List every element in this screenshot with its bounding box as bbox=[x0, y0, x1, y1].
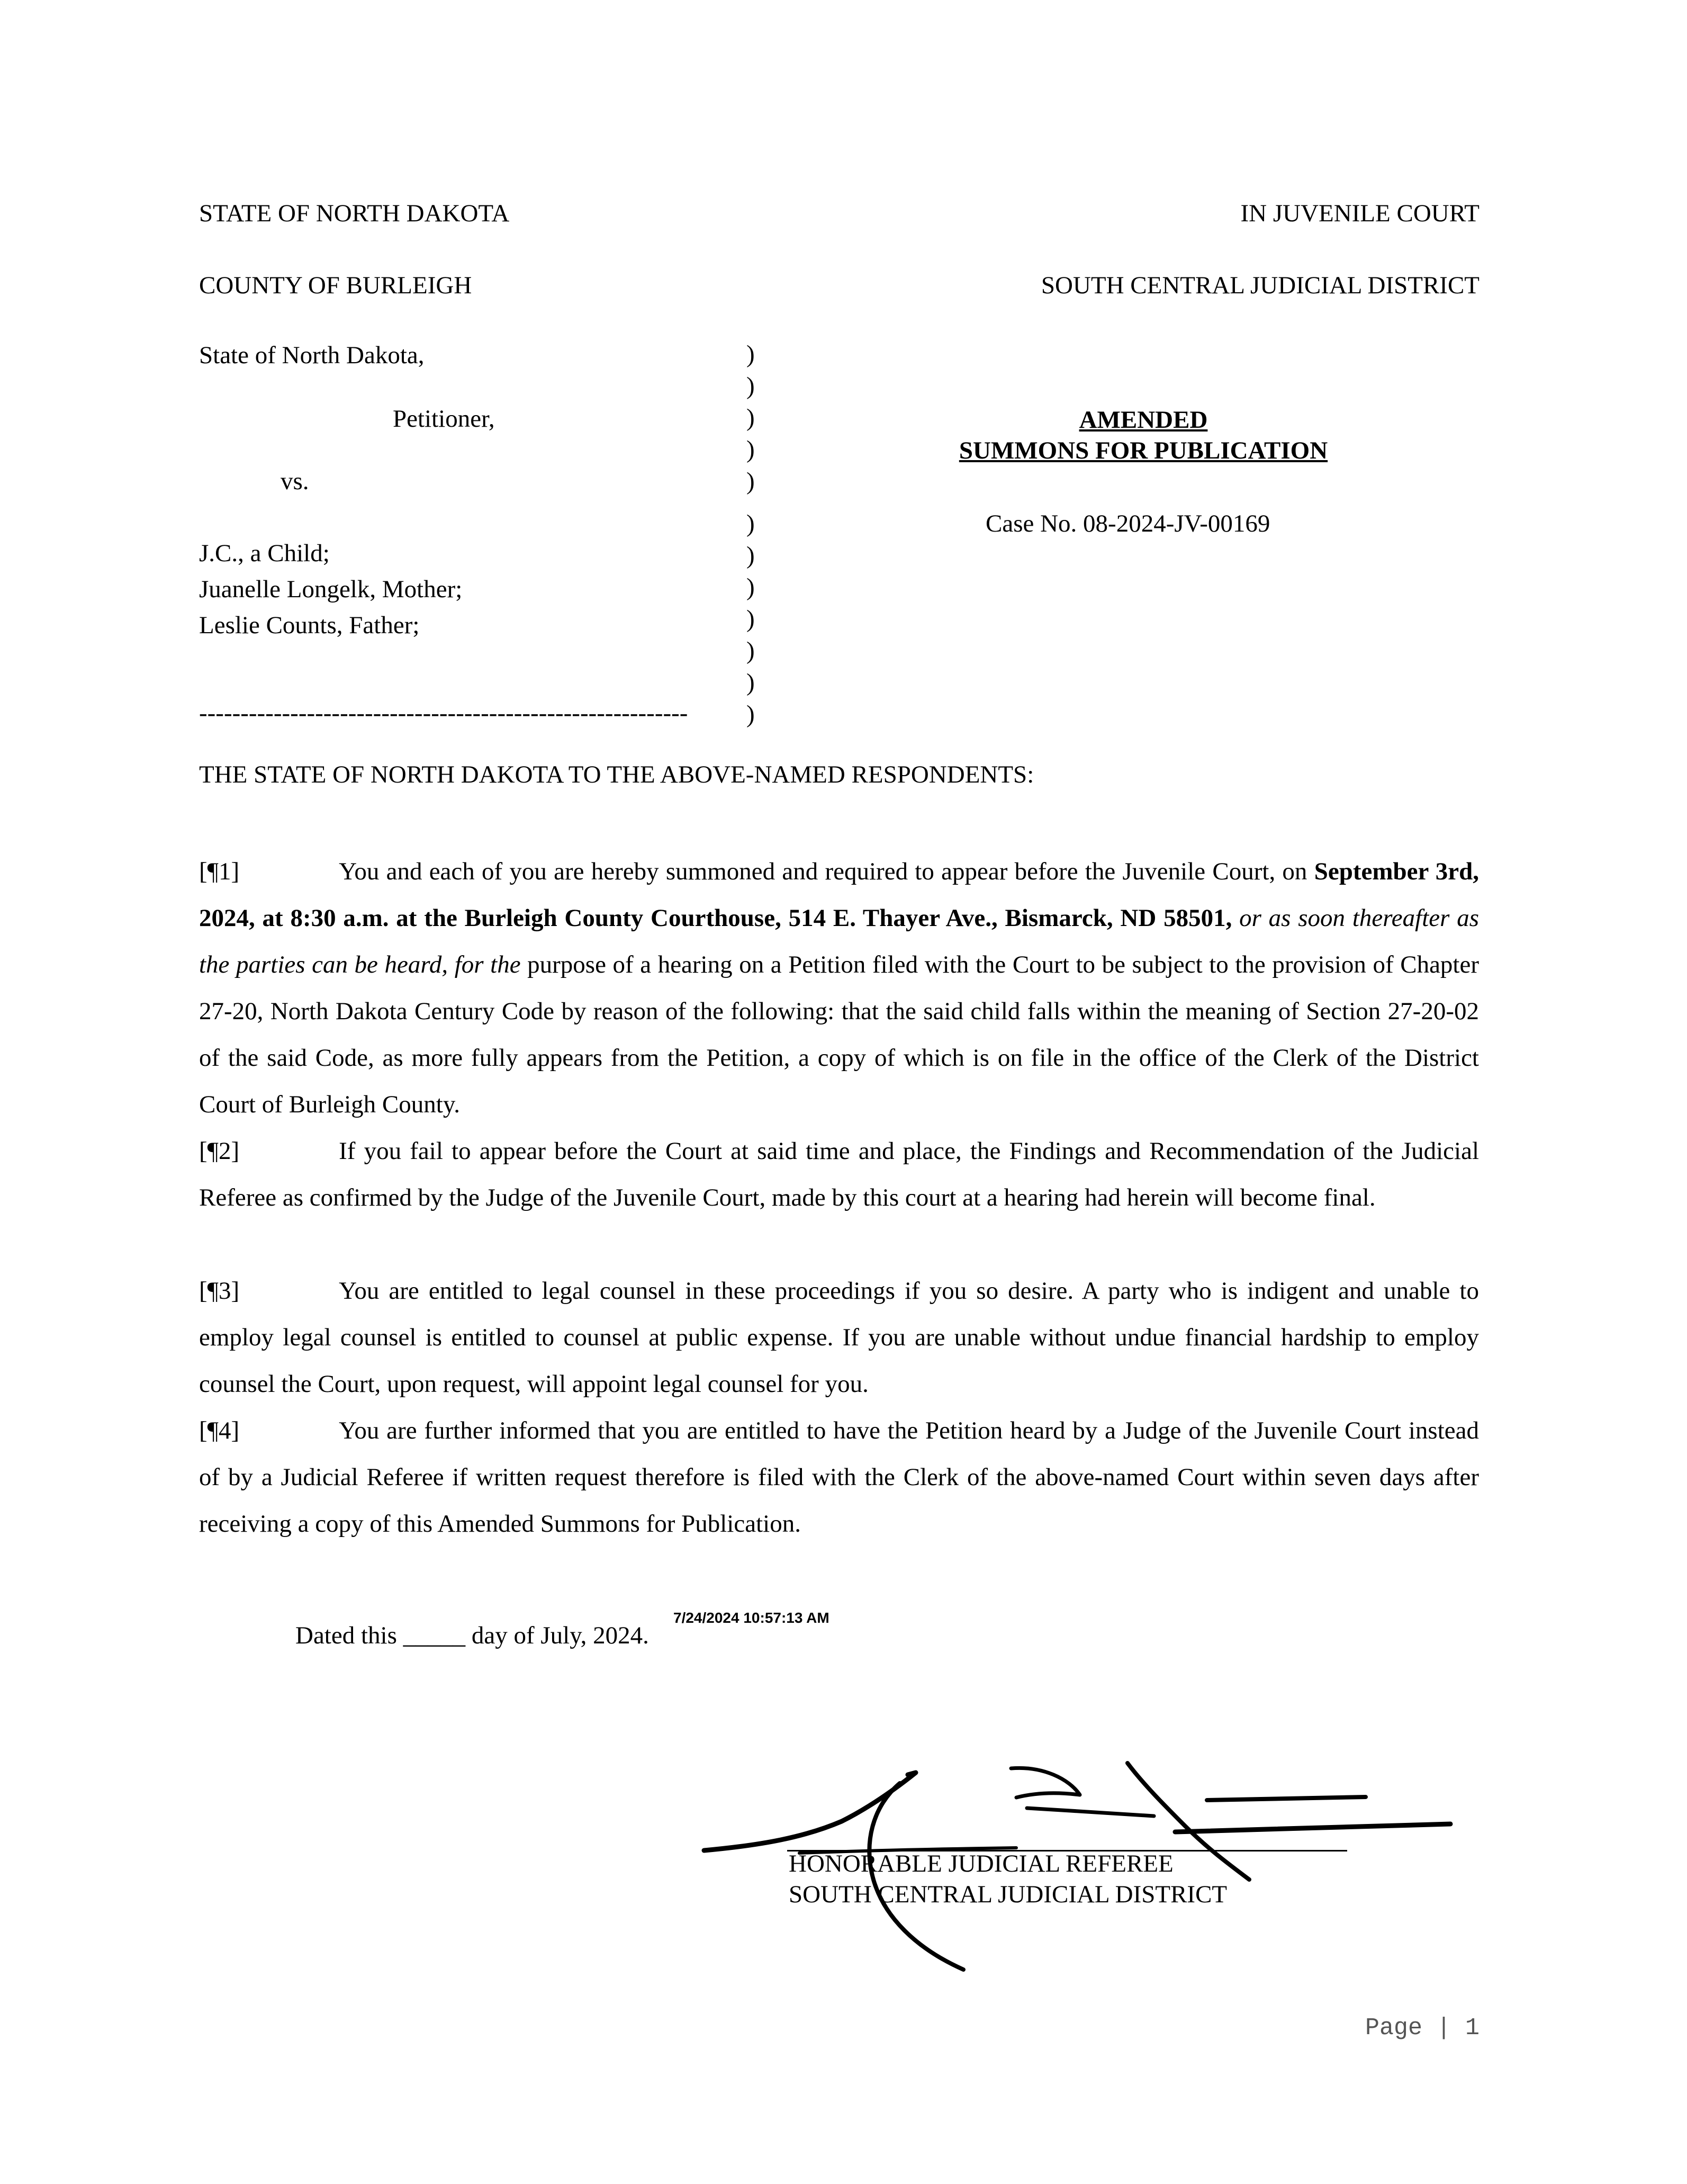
paragraph-text: You are entitled to legal counsel in these proceedings if you so desire. A party who is indigent and unable to employ legal counsel is entitled to counsel at public expense. If you are unable without undue financial hardship to employ counsel the Court, upon request, will appoint legal counsel for you. bbox=[199, 1277, 1479, 1398]
paragraph-number: [¶4] bbox=[199, 1417, 240, 1444]
paragraph-text: purpose of a hearing on a Petition filed with the Court to be subject to the provision of Chapter 27-20, North Dakota Century Code by reason of the following: that the said child falls within the meaning of Section 27-20-02 of the said Code, as more fully appears from the Petition, a copy of which is on file in the office of the Clerk of the District Court of Burleigh County. bbox=[199, 951, 1479, 1118]
document-title-summons: SUMMONS FOR PUBLICATION bbox=[959, 437, 1328, 464]
paragraph-3 bbox=[199, 1268, 1479, 1407]
paren: ) bbox=[746, 404, 755, 432]
respondent-father: Leslie Counts, Father; bbox=[199, 612, 420, 639]
paren: ) bbox=[746, 510, 755, 537]
paragraph-number: [¶1] bbox=[199, 858, 240, 885]
court-heading: IN JUVENILE COURT bbox=[1240, 200, 1479, 227]
paren: ) bbox=[746, 700, 755, 728]
paragraph-text: You and each of you are hereby summoned and required to appear before the Juvenile Court, on bbox=[339, 858, 1314, 885]
signature-timestamp: 7/24/2024 10:57:13 AM bbox=[673, 1610, 829, 1626]
paragraph-4 bbox=[199, 1407, 1479, 1547]
paren: ) bbox=[746, 340, 755, 368]
paragraph-number: [¶2] bbox=[199, 1137, 240, 1165]
paragraph-2 bbox=[199, 1128, 1479, 1221]
state-heading: STATE OF NORTH DAKOTA bbox=[199, 200, 510, 227]
versus-label: vs. bbox=[281, 468, 309, 495]
county-heading: COUNTY OF BURLEIGH bbox=[199, 272, 472, 299]
paragraph-text: If you fail to appear before the Court at said time and place, the Findings and Recommendation of the Judicial Referee as confirmed by the Judge of the Juvenile Court, made by this court at a hearing had herein will become final. bbox=[199, 1137, 1479, 1211]
respondent-mother: Juanelle Longelk, Mother; bbox=[199, 576, 463, 603]
paragraph-italic-text: or as soon thereafter as the parties can be heard, for the bbox=[199, 904, 1479, 978]
paren: ) bbox=[746, 573, 755, 601]
address-line: THE STATE OF NORTH DAKOTA TO THE ABOVE-NAMED RESPONDENTS: bbox=[199, 761, 1034, 788]
plaintiff-name: State of North Dakota, bbox=[199, 341, 425, 369]
paren: ) bbox=[746, 605, 755, 633]
paragraph-1 bbox=[199, 848, 1479, 1128]
paragraph-number: [¶3] bbox=[199, 1277, 240, 1305]
paren: ) bbox=[746, 669, 755, 696]
signatory-title: HONORABLE JUDICIAL REFEREE bbox=[789, 1850, 1174, 1877]
caption-dashes: ----------------------------------------------------------- bbox=[199, 699, 688, 727]
dated-line: Dated this _____ day of July, 2024. bbox=[295, 1622, 649, 1649]
paren: ) bbox=[746, 637, 755, 664]
paren: ) bbox=[746, 468, 755, 495]
page-number: Page | 1 bbox=[1365, 2015, 1479, 2042]
signatory-district: SOUTH CENTRAL JUDICIAL DISTRICT bbox=[789, 1881, 1228, 1908]
paren: ) bbox=[746, 436, 755, 463]
paren: ) bbox=[746, 372, 755, 400]
respondent-child: J.C., a Child; bbox=[199, 540, 330, 567]
hearing-details: September 3rd, 2024, at 8:30 a.m. at the Burleigh County Courthouse, 514 E. Thayer Ave., Bismarck, ND 58501, bbox=[199, 858, 1479, 932]
paren: ) bbox=[746, 542, 755, 569]
district-heading: SOUTH CENTRAL JUDICIAL DISTRICT bbox=[1041, 272, 1479, 299]
document-title-amended: AMENDED bbox=[1079, 406, 1208, 434]
paragraph-text: You are further informed that you are entitled to have the Petition heard by a Judge of the Juvenile Court instead of by a Judicial Referee if written request therefore is filed with the Clerk of the above-named Court within seven days after receiving a copy of this Amended Summons for Publication. bbox=[199, 1417, 1479, 1538]
plaintiff-role: Petitioner, bbox=[393, 405, 495, 433]
case-number: Case No. 08-2024-JV-00169 bbox=[986, 510, 1270, 537]
